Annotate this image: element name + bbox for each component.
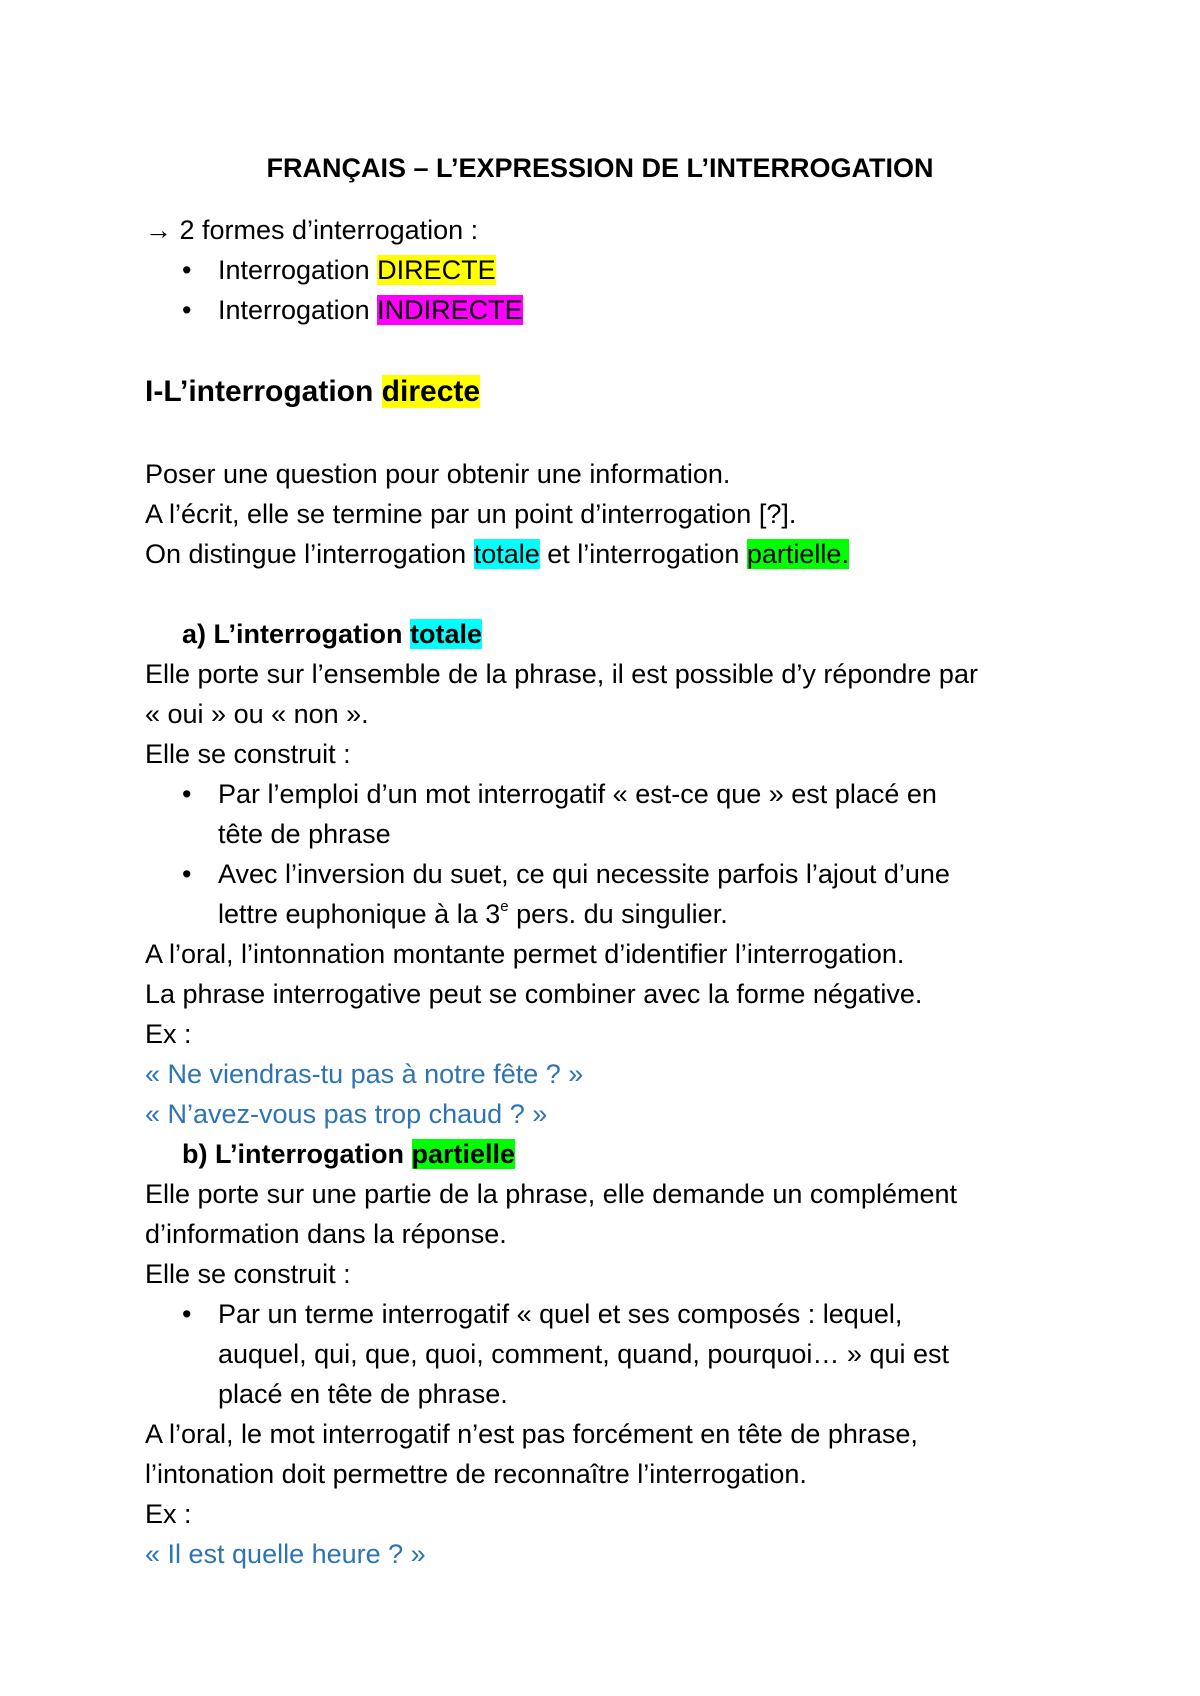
highlight-directe: DIRECTE [377,255,496,285]
example-label: Ex : [145,1499,192,1529]
paragraph-line: La phrase interrogative peut se combiner avec la forme négative. [145,979,923,1009]
paragraph-line: d’information dans la réponse. [145,1219,507,1249]
paragraph-line: On distingue l’interrogation totale et l’interrogation partielle. [145,539,849,569]
arrow-icon: → [145,215,172,245]
paragraph-line: A l’oral, l’intonnation montante permet d’identifier l’interrogation. [145,939,905,969]
paragraph-line: « oui » ou « non ». [145,699,369,729]
paragraph-line: Elle se construit : [145,1259,351,1289]
highlight-indirecte: INDIRECTE [377,295,523,325]
subheading-partielle: b) L’interrogation partielle [182,1139,516,1169]
section-heading-directe: I-L’interrogation directe [145,375,481,408]
document-title: FRANÇAIS – L’EXPRESSION DE L’INTERROGATION [266,153,934,183]
intro-line: → 2 formes d’interrogation : [145,215,479,245]
paragraph-line: A l’écrit, elle se termine par un point d’interrogation [?]. [145,499,797,529]
list-item: • Par un terme interrogatif « quel et ses composés : lequel, auquel, qui, que, quoi, comment, quand, pourquoi… » qui est placé en tête de phrase. [145,1294,1080,1414]
list-item: • Interrogation DIRECTE [145,250,1080,290]
list-item: • Avec l’inversion du suet, ce qui necessite parfois l’ajout d’une lettre euphonique à la 3e pers. du singulier. [145,854,1080,934]
construction-list-partielle [145,1294,1080,1414]
intro-list [145,250,1080,330]
paragraph-line: l’intonation doit permettre de reconnaître l’interrogation. [145,1459,807,1489]
example-line: « Il est quelle heure ? » [145,1539,426,1569]
list-item: • Par l’emploi d’un mot interrogatif « est-ce que » est placé en tête de phrase [145,774,1080,854]
example-line: « N’avez-vous pas trop chaud ? » [145,1099,548,1129]
paragraph-line: Elle porte sur l’ensemble de la phrase, il est possible d’y répondre par [145,659,978,689]
example-line: « Ne viendras-tu pas à notre fête ? » [145,1059,584,1089]
list-item: • Interrogation INDIRECTE [145,290,1080,330]
subheading-totale: a) L’interrogation totale [182,619,483,649]
paragraph-line: Elle se construit : [145,739,351,769]
example-label: Ex : [145,1019,192,1049]
paragraph-line: Elle porte sur une partie de la phrase, elle demande un complément [145,1179,957,1209]
construction-list-totale [145,774,1080,934]
paragraph-line: A l’oral, le mot interrogatif n’est pas forcément en tête de phrase, [145,1419,918,1449]
paragraph-line: Poser une question pour obtenir une information. [145,459,731,489]
